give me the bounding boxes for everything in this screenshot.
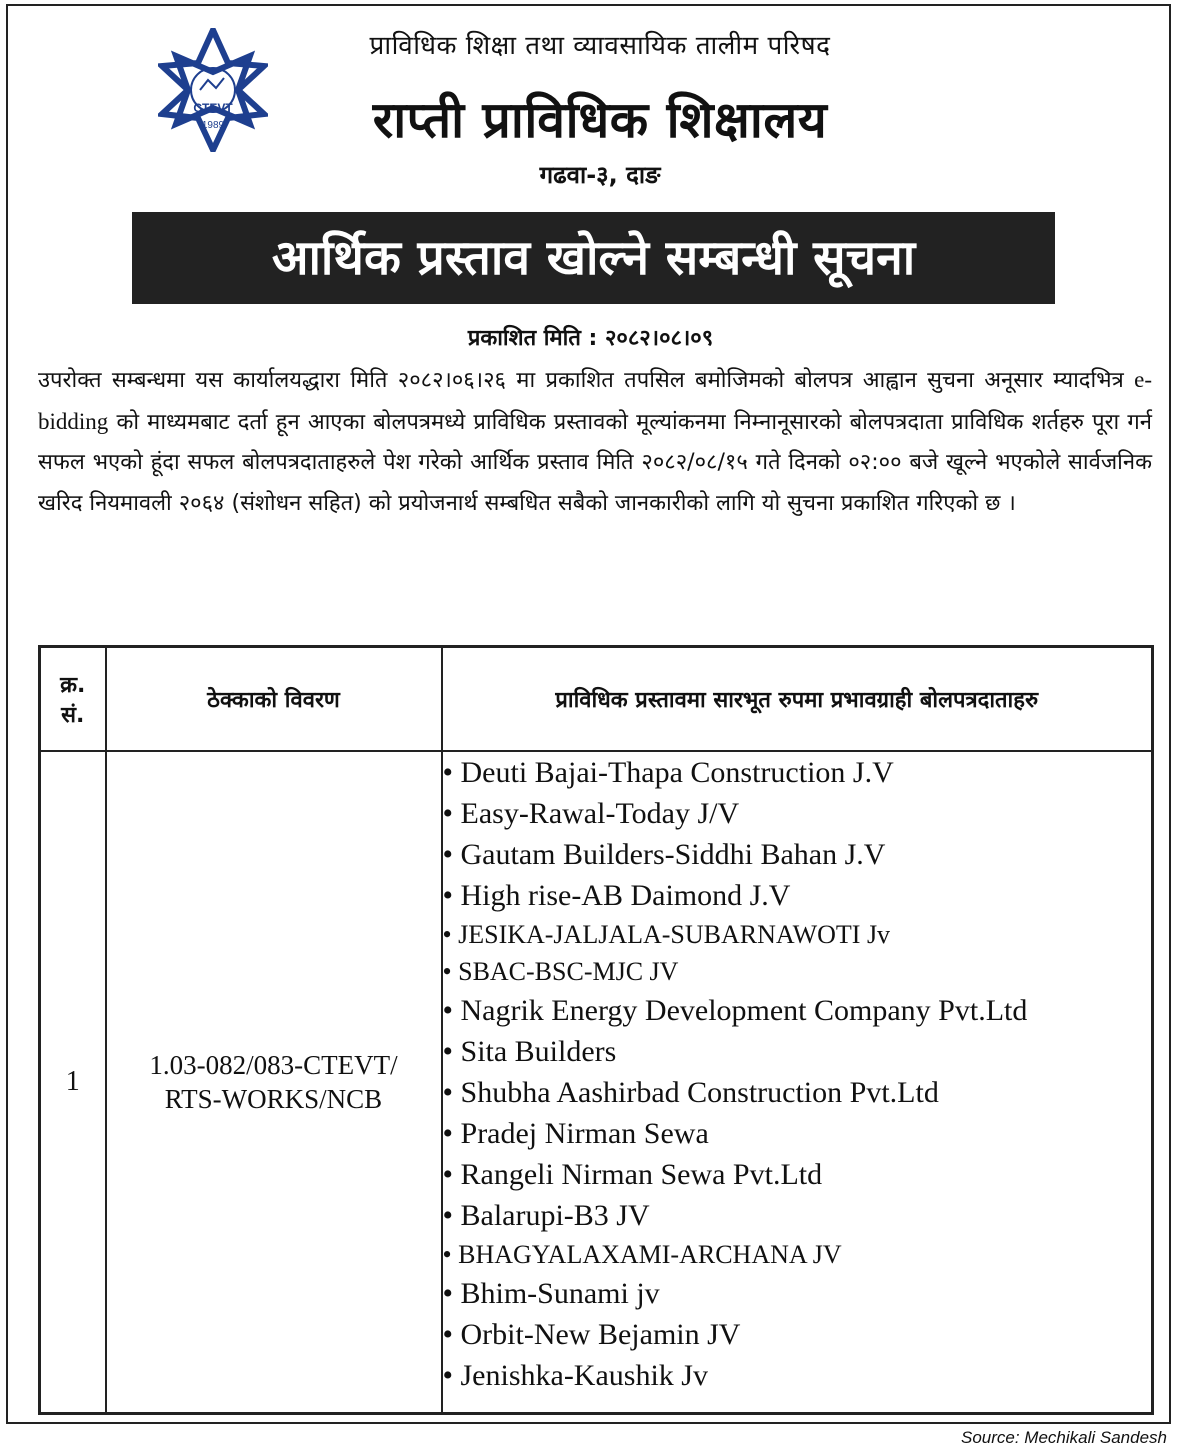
list-item: • Gautam Builders-Siddhi Bahan J.V — [442, 838, 886, 871]
list-item: • Rangeli Nirman Sewa Pvt.Ltd — [442, 1158, 823, 1191]
row-bidders — [442, 751, 1153, 1414]
source-credit: Source: Mechikali Sandesh — [960, 1428, 1167, 1447]
list-item: • Shubha Aashirbad Construction Pvt.Ltd — [442, 1076, 939, 1109]
list-item: • Orbit-New Bejamin JV — [442, 1318, 741, 1351]
row-sn: 1 — [40, 751, 106, 1414]
bidder-list — [443, 752, 1152, 1396]
school-name: राप्ती प्राविधिक शिक्षालय — [372, 91, 828, 149]
list-item: • Deuti Bajai-Thapa Construction J.V — [442, 756, 894, 789]
list-item: • BHAGYALAXAMI-ARCHANA JV — [442, 1240, 842, 1269]
table-row — [40, 751, 1153, 1414]
notice-title-banner: आर्थिक प्रस्ताव खोल्ने सम्बन्धी सूचना — [132, 212, 1055, 304]
header-sn: क्र. सं. — [40, 647, 106, 752]
body-part-2: को माध्यमबाट दर्ता हून आएका बोलपत्रमध्ये प्राविधिक प्रस्तावको मूल्यांकनमा निम्नानूसारको बोलपत्रदाता प्राविधिक शर्तहरु पूरा गर्न सफल भएको हूंदा सफल बोलपत्रदाताहरुले पेश गरेको आर्थिक प्रस्ताव मिति २०८२/०८/१५ गते दिनको ०२:०० बजे खूल्ने भएकोले सार्वजनिक खरिद नियमावली २०६४ (संशोधन सहित) को प्रयोजनार्थ सम्बधित सबैको जानकारीको लागि यो सुचना प्रकाशित गरिएको छ । — [38, 409, 1153, 516]
list-item: • Sita Builders — [442, 1035, 617, 1068]
list-item: • Jenishka-Kaushik Jv — [442, 1359, 708, 1392]
table-header-row — [40, 647, 1153, 752]
header-contract: ठेक्काको विवरण — [106, 647, 442, 752]
published-date: प्रकाशित मिति : २०८२।०८।०९ — [467, 326, 714, 351]
list-item: • Nagrik Energy Development Company Pvt.Ltd — [442, 994, 1028, 1027]
logo-year: 1989 — [201, 120, 225, 131]
body-ebidding: e-bidding — [38, 367, 1152, 434]
list-item: • SBAC-BSC-MJC JV — [442, 957, 679, 986]
council-name: प्राविधिक शिक्षा तथा व्यावसायिक तालीम परिषद — [369, 31, 831, 61]
list-item: • JESIKA-JALJALA-SUBARNAWOTI Jv — [442, 920, 891, 949]
body-part-1: उपरोक्त सम्बन्धमा यस कार्यालयद्धारा मिति २०८२।०६।२६ मा प्रकाशित तपसिल बमोजिमको बोलपत्र आह्वान सुचना अनूसार म्यादभित्र — [38, 368, 1124, 393]
school-address: गढवा-३, दाङ — [539, 161, 661, 189]
logo-text: CTEVT — [193, 101, 233, 115]
list-item: • High rise-AB Daimond J.V — [442, 879, 791, 912]
header-bidders: प्राविधिक प्रस्तावमा सारभूत रुपमा प्रभावग्राही बोलपत्रदाताहरु — [442, 647, 1153, 752]
list-item: • Pradej Nirman Sewa — [442, 1117, 709, 1150]
bidder-table — [38, 645, 1154, 1415]
list-item: • Bhim-Sunami jv — [442, 1277, 660, 1310]
list-item: • Easy-Rawal-Today J/V — [442, 797, 740, 830]
ctevt-logo — [158, 28, 268, 152]
notice-body — [38, 360, 1152, 524]
row-contract: 1.03-082/083-CTEVT/ RTS-WORKS/NCB — [106, 751, 442, 1414]
list-item: • Balarupi-B3 JV — [442, 1199, 650, 1232]
